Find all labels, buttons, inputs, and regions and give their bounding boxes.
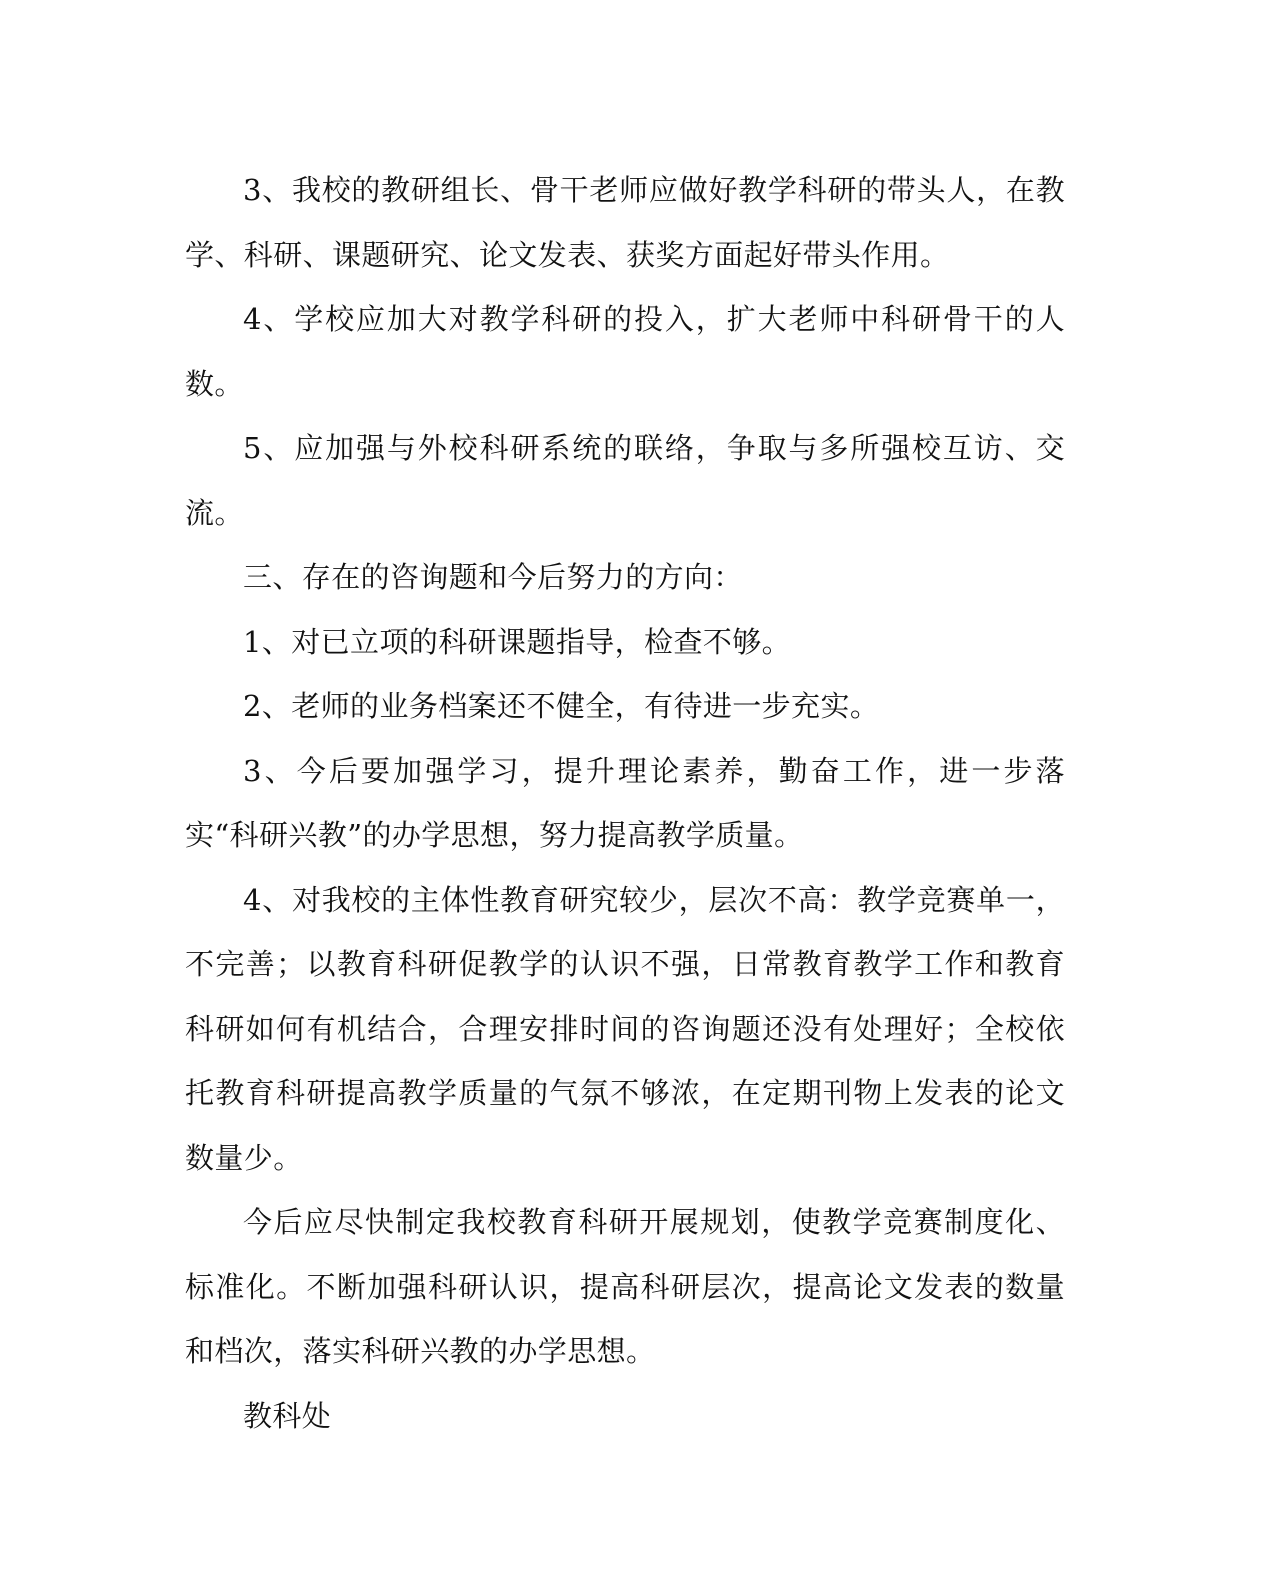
paragraph-problem-3: 3、今后要加强学习，提升理论素养，勤奋工作，进一步落实“科研兴教”的办学思想，努力提高教学质量。: [185, 753, 1065, 852]
paragraph-problem-2: 2、老师的业务档案还不健全，有待进一步充实。: [243, 689, 880, 723]
paragraph-problem-1: 1、对已立项的科研课题指导，检查不够。: [243, 624, 792, 659]
document-body: [185, 158, 1065, 1448]
section-heading-problems: 三、存在的咨询题和今后努力的方向：: [243, 560, 743, 594]
paragraph-item-4-investment: 4、学校应加大对教学科研的投入，扩大老师中科研骨干的人数。: [185, 302, 1065, 401]
paragraph-future-plan: 今后应尽快制定我校教育科研开展规划，使教学竞赛制度化、标准化。不断加强科研认识，提高科研层次，提高论文发表的数量和档次，落实科研兴教的办学思想。: [185, 1205, 1065, 1368]
signature-department: 教科处: [243, 1398, 332, 1433]
paragraph-item-5-exchange: 5、应加强与外校科研系统的联络，争取与多所强校互访、交流。: [185, 431, 1065, 530]
paragraph-item-3-leaders: 3、我校的教研组长、骨干老师应做好教学科研的带头人，在教学、科研、课题研究、论文发表、获奖方面起好带头作用。: [185, 173, 1065, 272]
paragraph-problem-4: 4、对我校的主体性教育研究较少，层次不高：教学竞赛单一，不完善；以教育科研促教学的认识不强，日常教育教学工作和教育科研如何有机结合，合理安排时间的咨询题还没有处理好；全校依托教育科研提高教学质量的气氛不够浓，在定期刊物上发表的论文数量少。: [185, 882, 1065, 1175]
